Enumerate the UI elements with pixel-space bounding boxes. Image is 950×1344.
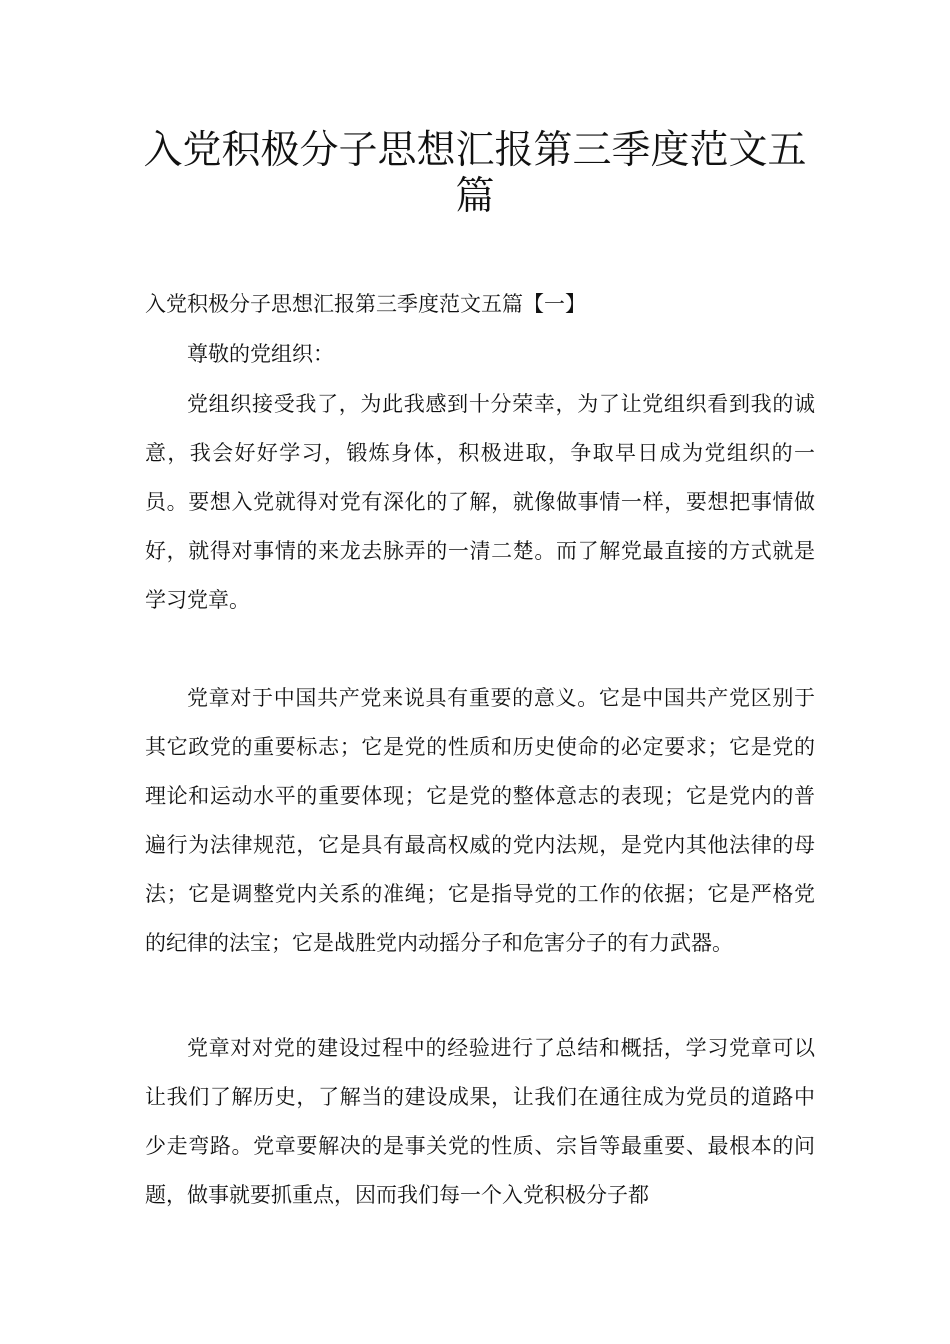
document-title <box>100 128 850 220</box>
paragraph-1: 党组织接受我了，为此我感到十分荣幸，为了让党组织看到我的诚意，我会好好学习，锻炼身体，积极进取，争取早日成为党组织的一员。要想入党就得对党有深化的了解，就像做事情一样，要想把事情做好，就得对事情的来龙去脉弄的一清二楚。而了解党最直接的方式就是学习党章。 <box>145 392 815 612</box>
paragraph-3: 党章对对党的建设过程中的经验进行了总结和概括，学习党章可以让我们了解历史，了解当的建设成果，让我们在通往成为党员的道路中少走弯路。党章要解决的是事关党的性质、宗旨等最重要、最根本的问题，做事就要抓重点，因而我们每一个入党积极分子都 <box>145 1036 815 1207</box>
paragraph-2: 党章对于中国共产党来说具有重要的意义。它是中国共产党区别于其它政党的重要标志；它是党的性质和历史使命的必定要求；它是党的理论和运动水平的重要体现；它是党的整体意志的表现；它是党内的普遍行为法律规范，它是具有最高权威的党内法规，是党内其他法律的母法；它是调整党内关系的准绳；它是指导党的工作的依据；它是严格党的纪律的法宝；它是战胜党内动摇分子和危害分子的有力武器。 <box>145 686 815 955</box>
section-heading: 入党积极分子思想汇报第三季度范文五篇【一】 <box>145 292 586 316</box>
title-line-1: 入党积极分子思想汇报第三季度范文五 <box>143 128 807 173</box>
title-line-2: 篇 <box>455 174 495 219</box>
greeting: 尊敬的党组织： <box>187 342 334 366</box>
